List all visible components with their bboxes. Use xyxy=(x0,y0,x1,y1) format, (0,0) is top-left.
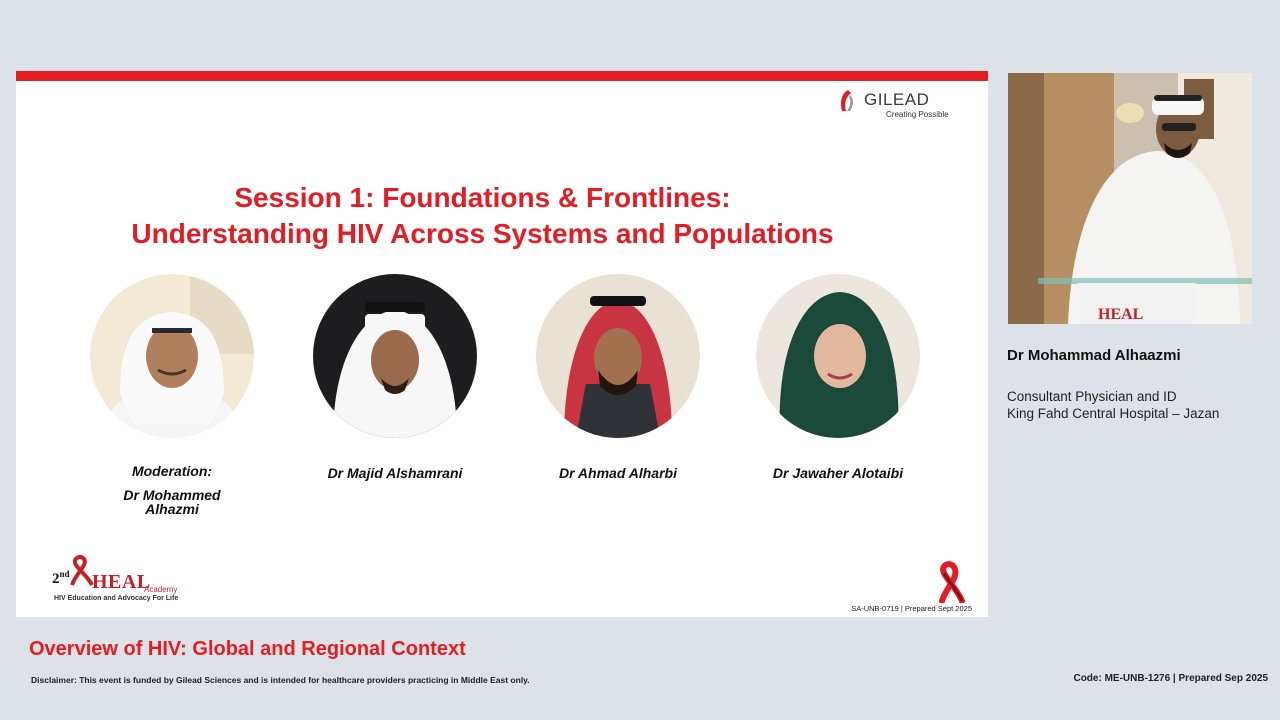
slide-title-line1: Session 1: Foundations & Frontlines: xyxy=(234,182,731,213)
presenter-video xyxy=(1008,73,1252,324)
gilead-tagline: Creating Possible xyxy=(886,110,949,119)
disclaimer-text: Disclaimer: This event is funded by Gilead Sciences and is intended for healthcare providers practicing in Middle East only. xyxy=(31,675,530,685)
presenter-title-line1: Consultant Physician and ID xyxy=(1007,389,1177,404)
speaker-card-4 xyxy=(738,274,938,480)
speaker-name: Dr Ahmad Alharbi xyxy=(559,465,677,481)
gilead-brand-name: GILEAD xyxy=(864,90,930,109)
footer-code: Code: ME-UNB-1276 | Prepared Sep 2025 xyxy=(1073,673,1268,684)
speaker-photo xyxy=(536,274,700,438)
presenter-title xyxy=(1007,388,1219,422)
speaker-name: Dr Majid Alshamrani xyxy=(327,465,463,481)
gilead-mark-icon xyxy=(838,89,858,113)
heal-logo-prefix: 2nd xyxy=(52,569,70,587)
heal-logo-subtitle: HIV Education and Advocacy For Life xyxy=(54,595,179,602)
presentation-slide xyxy=(16,71,988,617)
speaker-photo xyxy=(756,274,920,438)
speaker-card-2 xyxy=(295,274,495,480)
slide-title-line2: Understanding HIV Across Systems and Populations xyxy=(131,218,834,249)
speaker-card-moderator xyxy=(72,274,272,516)
heal-academy-logo xyxy=(52,555,202,607)
moderation-label: Moderation: xyxy=(131,463,213,479)
speaker-name: Dr Jawaher Alotaibi xyxy=(772,465,904,481)
speaker-name: Dr Mohammed Alhazmi xyxy=(123,487,221,517)
slide-code: SA-UNB-0719 | Prepared Sept 2025 xyxy=(851,604,972,613)
presenter-name: Dr Mohammad Alhaazmi xyxy=(1007,347,1181,364)
speaker-card-3 xyxy=(518,274,718,480)
slide-top-bar xyxy=(16,71,988,81)
speaker-photo xyxy=(313,274,477,438)
gilead-logo xyxy=(838,89,950,121)
heal-logo-suffix: Academy xyxy=(144,585,178,594)
session-title: Overview of HIV: Global and Regional Context xyxy=(29,638,466,660)
presenter-title-line2: King Fahd Central Hospital – Jazan xyxy=(1007,406,1220,421)
svg-text:HEAL: HEAL xyxy=(1098,306,1144,323)
speaker-photo xyxy=(90,274,254,438)
red-ribbon-icon xyxy=(932,561,968,603)
heal-logo-word: HEAL xyxy=(92,571,151,593)
